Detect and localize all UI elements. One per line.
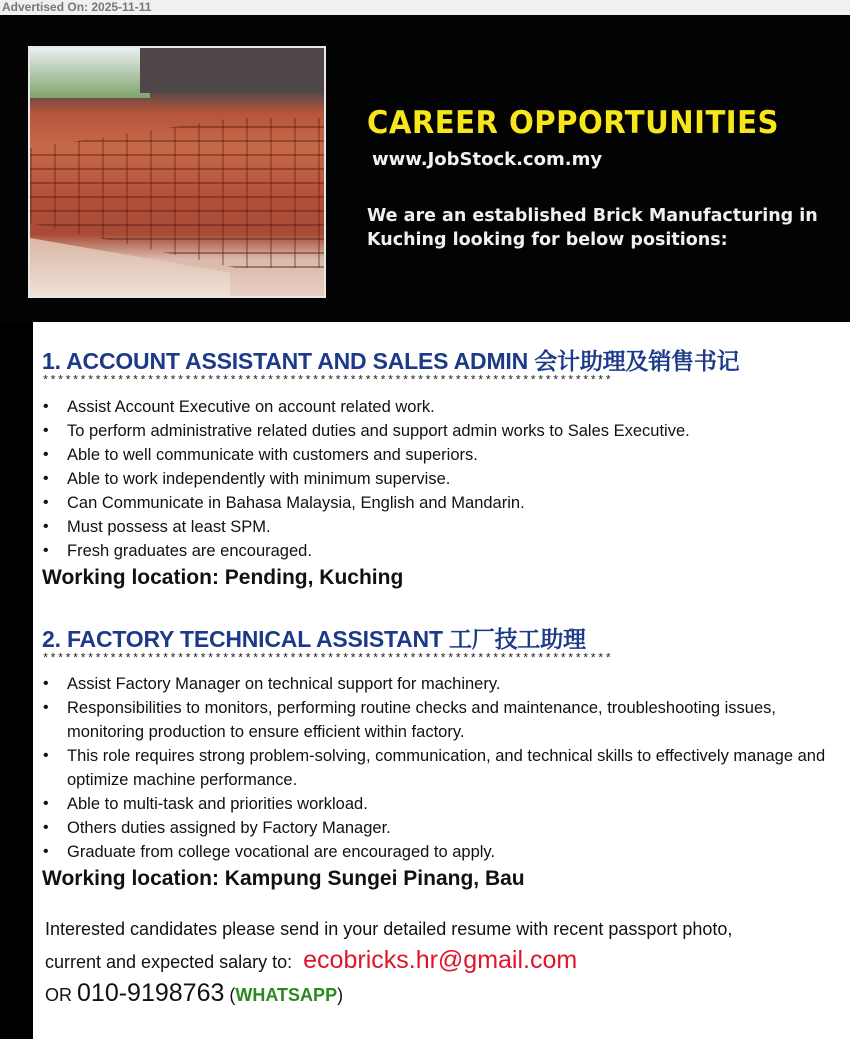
duty-item: • Must possess at least SPM. (42, 515, 832, 539)
apply-line-2-text: current and expected salary to: (45, 952, 293, 972)
headline: CAREER OPPORTUNITIES (367, 105, 779, 141)
job-2-duties (42, 672, 832, 864)
duty-item: • Can Communicate in Bahasa Malaysia, English and Mandarin. (42, 491, 832, 515)
duty-item: • This role requires strong problem-solving, communication, and technical skills to effectively manage and optimize machine performance. (42, 744, 832, 792)
photo-sky (30, 48, 150, 98)
job-2-title: 2. FACTORY TECHNICAL ASSISTANT 工厂技工助理 (42, 626, 586, 652)
job-1-duties (42, 395, 832, 563)
photo-bricks (30, 118, 324, 268)
job-listing-panel (33, 322, 850, 1039)
photo-wall (140, 48, 324, 93)
company-intro: We are an established Brick Manufacturing in Kuching looking for below positions: (367, 206, 818, 250)
duty-item: • Able to work independently with minimum supervise. (42, 467, 832, 491)
apply-instructions (45, 914, 835, 1011)
job-1-separator: **************************************************************************** (42, 374, 613, 388)
email-link[interactable]: ecobricks.hr@gmail.com (303, 946, 578, 974)
apply-line-3 (45, 978, 835, 1011)
duty-item: • Assist Factory Manager on technical support for machinery. (42, 672, 832, 696)
duty-item: • Fresh graduates are encouraged. (42, 539, 832, 563)
paren-open: ( (229, 985, 236, 1005)
duty-item: • Others duties assigned by Factory Manager. (42, 816, 832, 840)
duty-item: • Able to multi-task and priorities workload. (42, 792, 832, 816)
whatsapp-label: WHATSAPP (235, 985, 338, 1005)
advertised-date: Advertised On: 2025-11-11 (2, 0, 152, 14)
job-2-separator: **************************************************************************** (42, 652, 613, 666)
job-1-title: 1. ACCOUNT ASSISTANT AND SALES ADMIN 会计助理及销售书记 (42, 348, 740, 374)
duty-item: • Able to well communicate with customers and superiors. (42, 443, 832, 467)
job-2-location: Working location: Kampung Sungei Pinang, Bau (42, 867, 525, 890)
duty-item: • Graduate from college vocational are encouraged to apply. (42, 840, 832, 864)
duty-item: • Responsibilities to monitors, performing routine checks and maintenance, troubleshooting issues, monitoring production to ensure efficient within factory. (42, 696, 832, 744)
apply-line-1: Interested candidates please send in your detailed resume with recent passport photo, (45, 919, 733, 939)
duty-item: • To perform administrative related duties and support admin works to Sales Executive. (42, 419, 832, 443)
or-label: OR (45, 985, 72, 1005)
advertised-bar (0, 0, 850, 15)
bricks-photo (28, 46, 326, 298)
paren-close: ) (337, 985, 344, 1005)
job-1-location: Working location: Pending, Kuching (42, 566, 404, 589)
apply-line-2 (45, 945, 835, 978)
phone-number[interactable]: 010-9198763 (77, 979, 225, 1007)
duty-item: • Assist Account Executive on account related work. (42, 395, 832, 419)
website-link[interactable]: www.JobStock.com.my (372, 149, 603, 170)
